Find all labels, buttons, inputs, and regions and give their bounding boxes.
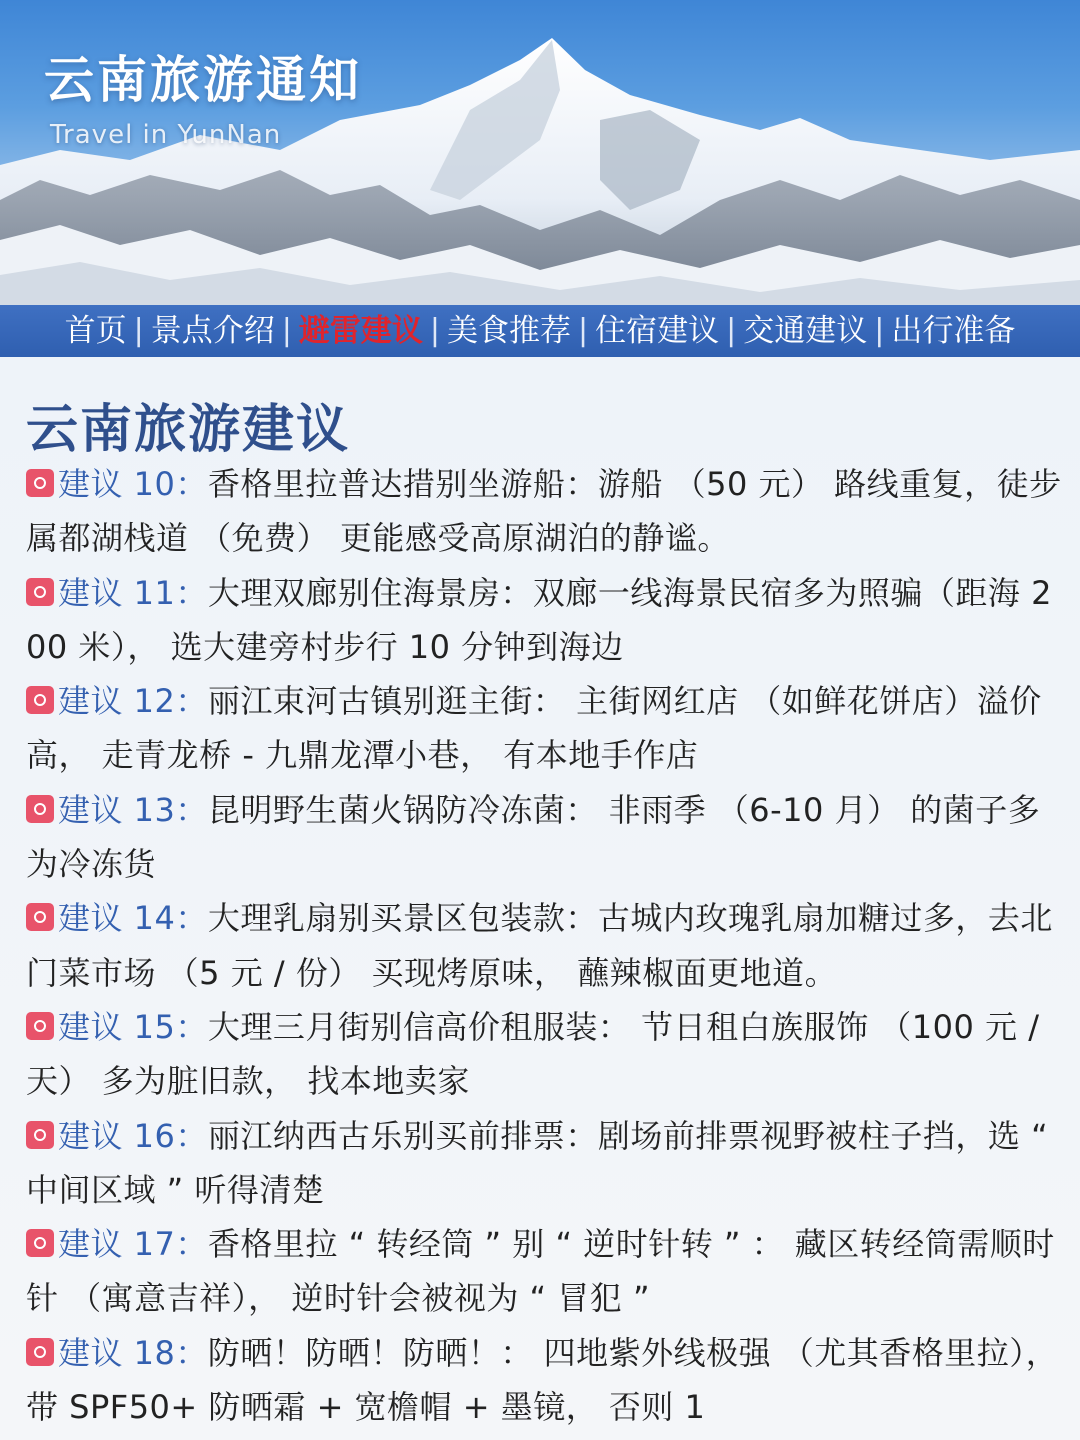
- tip-text: 大理三月街别信高价租服装： 节日租白族服饰 （100 元 / 天） 多为脏旧款， 找本地卖家: [26, 1007, 1040, 1101]
- tip-text: 香格里拉 “ 转经筒 ” 别 “ 逆时针转 ” ： 藏区转经筒需顺时针 （寓意吉祥）， 逆时针会被视为 “ 冒犯 ”: [26, 1225, 1055, 1318]
- nav-divider: |: [133, 313, 144, 348]
- top-nav: [0, 305, 1080, 357]
- tip-label: 建议 11: [58, 573, 176, 612]
- content-area: [0, 357, 1080, 1440]
- list-item: [26, 457, 1066, 566]
- tip-text: 香格里拉普达措别坐游船：游船 （50 元） 路线重复，徒步属都湖栈道 （免费） 更能感受高原湖泊的静谧。: [26, 465, 1062, 558]
- nav-item-preparation[interactable]: 出行准备: [891, 313, 1016, 349]
- nav-item-lodging[interactable]: 住宿建议: [595, 313, 720, 349]
- pink-square-icon: [26, 1229, 54, 1257]
- list-item: [26, 1217, 1066, 1326]
- nav-divider: |: [578, 313, 589, 348]
- list-item: [26, 891, 1066, 1000]
- pink-square-icon: [26, 795, 54, 823]
- tip-text: 丽江纳西古乐别买前排票：剧场前排票视野被柱子挡，选 “ 中间区域 ” 听得清楚: [26, 1116, 1049, 1209]
- tip-colon: ：: [175, 1116, 208, 1155]
- tip-colon: ：: [175, 1225, 208, 1264]
- nav-divider: |: [429, 313, 440, 348]
- list-item: [26, 1109, 1066, 1218]
- tip-label: 建议 10: [58, 465, 176, 503]
- hero-banner: [0, 0, 1080, 305]
- section-title: 云南旅游建议: [26, 400, 351, 460]
- tip-text: 防晒！防晒！防晒！： 四地紫外线极强 （尤其香格里拉）， 带 SPF50+ 防晒霜 + 宽檐帽 + 墨镜， 否则 1: [26, 1333, 1059, 1427]
- tip-label: 建议 17: [58, 1225, 176, 1264]
- pink-square-icon: [26, 686, 54, 714]
- tip-label: 建议 13: [58, 790, 176, 829]
- pink-square-icon: [26, 1121, 54, 1149]
- tip-text: 昆明野生菌火锅防冷冻菌： 非雨季 （6-10 月） 的菌子多为冷冻货: [26, 790, 1041, 884]
- tip-colon: ：: [175, 465, 208, 503]
- list-item: [26, 783, 1066, 892]
- nav-item-attractions[interactable]: 景点介绍: [150, 313, 275, 349]
- tip-colon: ：: [175, 573, 208, 612]
- tip-text: 大理双廊别住海景房：双廊一线海景民宿多为照骗（距海 200 米）， 选大建旁村步行 10 分钟到海边: [26, 573, 1052, 666]
- list-item: [26, 566, 1066, 675]
- tip-label: 建议 16: [58, 1116, 176, 1155]
- tip-label: 建议 18: [58, 1333, 176, 1372]
- pink-square-icon: [26, 1012, 54, 1040]
- hero-subtitle: Travel in YunNan: [50, 120, 282, 150]
- tip-colon: ：: [175, 1007, 208, 1046]
- nav-item-food[interactable]: 美食推荐: [447, 313, 571, 349]
- tips-list: [26, 457, 1066, 1434]
- tip-label: 建议 15: [58, 1007, 176, 1046]
- tip-label: 建议 14: [58, 899, 176, 938]
- pink-square-icon: [26, 469, 54, 497]
- tip-colon: ：: [175, 1333, 208, 1372]
- nav-divider: |: [726, 313, 737, 348]
- tip-label: 建议 12: [58, 682, 176, 721]
- tip-colon: ：: [175, 682, 208, 721]
- nav-item-transport[interactable]: 交通建议: [743, 313, 868, 349]
- tip-text: 大理乳扇别买景区包装款：古城内玫瑰乳扇加糖过多，去北门菜市场 （5 元 / 份） 买现烤原味， 蘸辣椒面更地道。: [26, 899, 1053, 992]
- list-item: [26, 674, 1066, 783]
- tip-text: 丽江束河古镇别逛主街： 主街网红店 （如鲜花饼店）溢价高， 走青龙桥 - 九鼎龙潭小巷， 有本地手作店: [26, 682, 1042, 775]
- pink-square-icon: [26, 903, 54, 931]
- nav-item-home[interactable]: 首页: [64, 313, 127, 349]
- nav-divider: |: [281, 313, 292, 348]
- tip-colon: ：: [175, 899, 208, 938]
- nav-item-pitfalls[interactable]: 避雷建议: [298, 313, 423, 349]
- hero-title: 云南旅游通知: [44, 51, 362, 109]
- list-item: [26, 1000, 1066, 1109]
- list-item: [26, 1326, 1066, 1435]
- nav-divider: |: [874, 313, 885, 348]
- pink-square-icon: [26, 1338, 54, 1366]
- tip-colon: ：: [175, 790, 208, 829]
- pink-square-icon: [26, 578, 54, 606]
